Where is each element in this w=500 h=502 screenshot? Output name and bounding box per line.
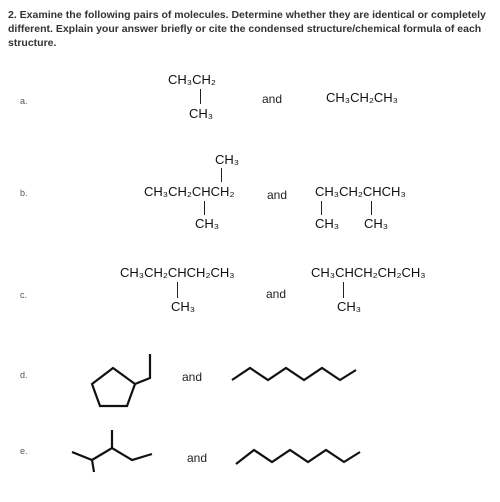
pair-c-left-bottom: CH₃: [171, 299, 196, 314]
pair-d-and: and: [182, 370, 203, 384]
pair-a-and: and: [262, 92, 283, 106]
pair-a-left-top: CH₃CH₂: [168, 72, 216, 87]
pair-b-right-bottom-right: CH₃: [364, 216, 389, 231]
question-prompt: 2. Examine the following pairs of molecules. Determine whether they are identical or completely different. Explain your answer briefly or cite the condensed structure/chemical formula of each structure.: [8, 9, 486, 49]
pair-c-left-formula: CH₃CH₂CHCH₂CH₃: [120, 265, 235, 280]
pair-e-label: e.: [20, 446, 28, 456]
pair-b-right-bottom-left: CH₃: [315, 216, 340, 231]
pair-b-right-formula: CH₃CH₂CHCH₃: [315, 184, 406, 199]
pair-a-right-formula: CH₃CH₂CH₃: [326, 90, 398, 105]
pair-b-left-top: CH₃: [215, 152, 240, 167]
pair-a-left-bottom: CH₃: [189, 106, 214, 121]
pair-d-label: d.: [20, 370, 28, 380]
pair-c-label: c.: [20, 290, 28, 300]
pair-e-and: and: [187, 451, 208, 465]
pair-b-label: b.: [20, 188, 28, 198]
pair-c-right-bottom: CH₃: [337, 299, 362, 314]
pair-b-left-formula: CH₃CH₂CHCH₂: [144, 184, 235, 199]
pair-c-right-formula: CH₃CHCH₂CH₂CH₃: [311, 265, 426, 280]
pair-b-left-bottom: CH₃: [195, 216, 220, 231]
pair-c-and: and: [266, 287, 287, 301]
pair-b-and: and: [267, 188, 288, 202]
pair-a-label: a.: [20, 96, 28, 106]
